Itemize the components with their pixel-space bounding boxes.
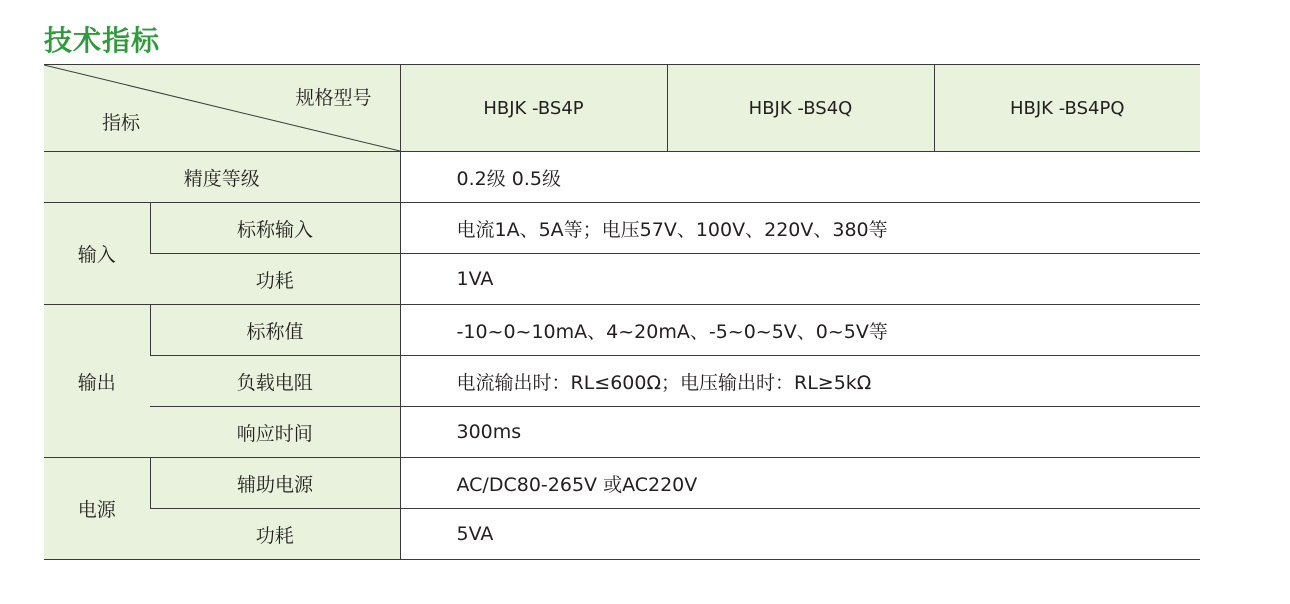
table-row bbox=[44, 152, 1200, 203]
row-value-input-power: 1VA bbox=[400, 254, 1200, 305]
header-row bbox=[44, 65, 1200, 152]
table-row bbox=[44, 458, 1200, 509]
row-label-aux-power: 辅助电源 bbox=[150, 458, 400, 509]
spec-table bbox=[44, 64, 1200, 560]
row-value-aux-power: AC/DC80-265V 或AC220V bbox=[400, 458, 1200, 509]
table-row bbox=[44, 203, 1200, 254]
row-label-load-resistance: 负载电阻 bbox=[150, 356, 400, 407]
model-header-bs4p: HBJK -BS4P bbox=[400, 65, 667, 152]
row-value-nominal-value: -10~0~10mA、4~20mA、-5~0~5V、0~5V等 bbox=[400, 305, 1200, 356]
row-label-nominal-input: 标称输入 bbox=[150, 203, 400, 254]
table-row bbox=[44, 254, 1200, 305]
page-title: 技术指标 bbox=[44, 24, 161, 57]
diagonal-header-cell bbox=[44, 65, 400, 152]
row-value-nominal-input: 电流1A、5A等；电压57V、100V、220V、380等 bbox=[400, 203, 1200, 254]
table-row bbox=[44, 305, 1200, 356]
row-label-nominal-value: 标称值 bbox=[150, 305, 400, 356]
row-value-accuracy: 0.2级 0.5级 bbox=[400, 152, 1200, 203]
row-label-power-consumption: 功耗 bbox=[150, 509, 400, 560]
group-label-input: 输入 bbox=[44, 203, 150, 305]
row-value-response-time: 300ms bbox=[400, 407, 1200, 458]
row-label-input-power: 功耗 bbox=[150, 254, 400, 305]
table-row bbox=[44, 509, 1200, 560]
row-label-accuracy: 精度等级 bbox=[44, 152, 400, 203]
spec-model-label: 规格型号 bbox=[295, 87, 372, 109]
model-header-bs4q: HBJK -BS4Q bbox=[667, 65, 934, 152]
group-label-output: 输出 bbox=[44, 305, 150, 458]
group-label-power: 电源 bbox=[44, 458, 150, 560]
model-header-bs4pq: HBJK -BS4PQ bbox=[934, 65, 1200, 152]
row-label-response-time: 响应时间 bbox=[150, 407, 400, 458]
row-value-load-resistance: 电流输出时：RL≤600Ω；电压输出时：RL≥5kΩ bbox=[400, 356, 1200, 407]
row-value-power-consumption: 5VA bbox=[400, 509, 1200, 560]
indicator-label: 指标 bbox=[102, 112, 141, 134]
table-row bbox=[44, 407, 1200, 458]
table-row bbox=[44, 356, 1200, 407]
